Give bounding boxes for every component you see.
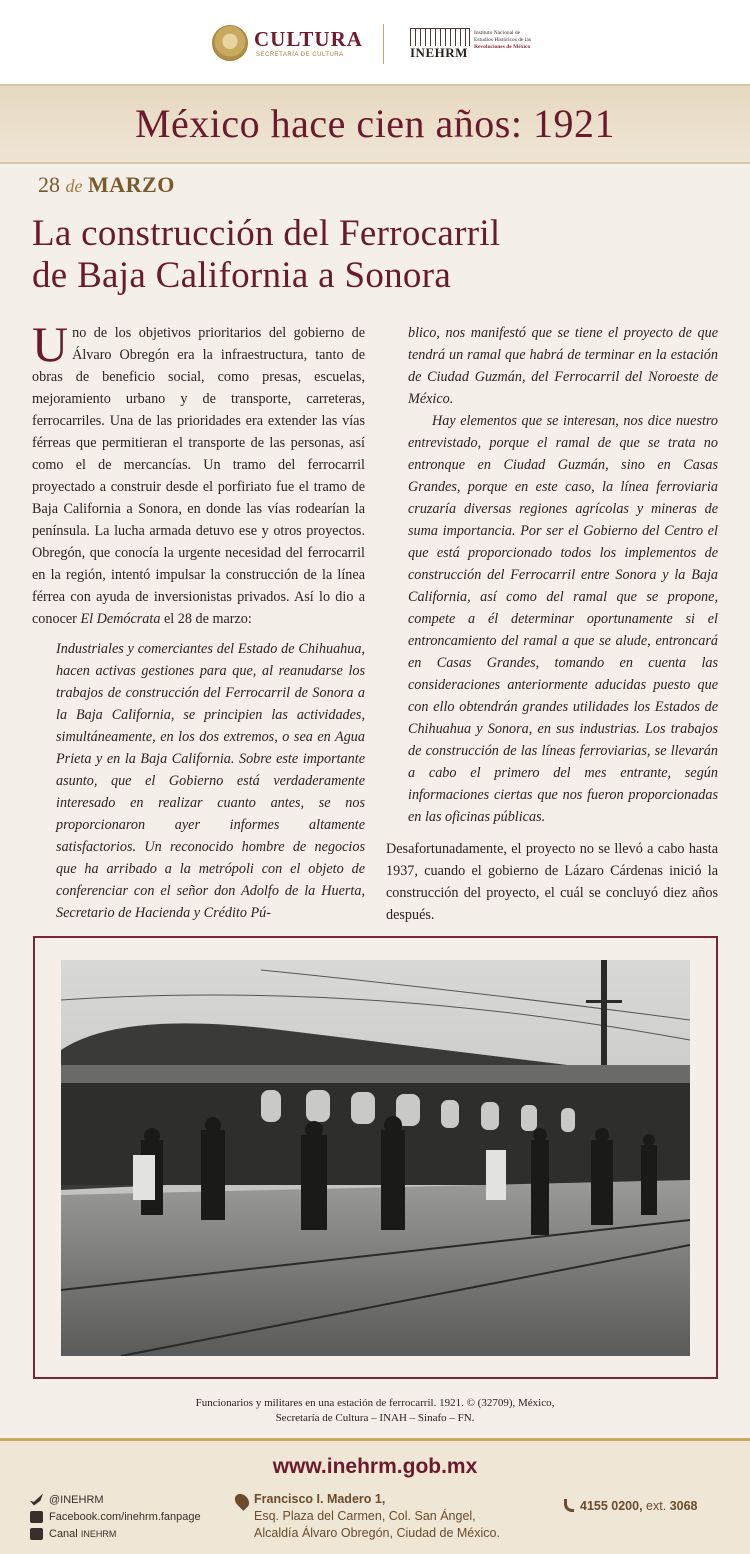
article-title <box>32 213 712 297</box>
cultura-subtitle: SECRETARÍA DE CULTURA <box>256 52 344 58</box>
phone-icon <box>564 1499 574 1512</box>
closing-paragraph: Desafortunadamente, el proyecto no se llevó a cabo hasta 1937, cuando el gobierno de Lázaro Cárdenas inició la construcción del proyecto, el cuál se concluyó diez años después. <box>386 841 718 923</box>
address-line3: Alcaldía Álvaro Obregón, Ciudad de México. <box>254 1526 500 1540</box>
twitter-icon <box>30 1494 43 1506</box>
train-station-photo <box>61 960 690 1356</box>
phone-block[interactable] <box>564 1499 698 1513</box>
intro-end: el 28 de marzo: <box>164 611 252 627</box>
article-column-right <box>386 322 718 926</box>
drop-cap: U <box>32 316 69 372</box>
facebook-icon <box>30 1511 43 1523</box>
ext-label: ext. <box>646 1499 667 1513</box>
inehrm-line3: Revoluciones de México <box>474 44 531 50</box>
youtube-prefix: Canal <box>49 1527 78 1540</box>
footer <box>0 1438 750 1554</box>
location-pin-icon <box>232 1491 252 1511</box>
caption-line2: Secretaría de Cultura – INAH – Sinafo – FN. <box>275 1412 475 1424</box>
quote-block-1: Industriales y comerciantes del Estado de Chihuahua, hacen activas gestiones para que, al reanudarse los trabajos de construcción del Ferrocarril de Sonora a la Baja California, se principien las actividades, simultáneamente, en los dos extremos, o sea en Agua Prieta y en la Baja California. Sobre este importante asunto, que el Gobierno está verdaderamente interesado en realizar cuanto antes, se nos proporcionaron ayer informes altamente satisfactorios. Un reconocido hombre de negocios que ha arribado a la metrópoli con el objeto de conferenciar con el señor don Adolfo de la Huerta, Secretario de Hacienda y Crédito Pú- <box>56 641 365 921</box>
twitter-link[interactable] <box>30 1491 201 1508</box>
photo-illustration <box>61 960 690 1356</box>
cultura-logo[interactable] <box>212 25 372 65</box>
article-title-line2: de Baja California a Sonora <box>32 255 452 296</box>
intro-paragraph <box>32 316 365 630</box>
youtube-channel: INEHRM <box>80 1528 117 1539</box>
quote-paragraph-2: blico, nos manifestó que se tiene el proyecto de que tendrá un ramal que habrá de terminar en la estación de Ciudad Guzmán, del Ferrocarril del Noroeste de México. <box>408 325 718 407</box>
inehrm-fullname <box>474 30 564 51</box>
date-de: de <box>65 176 83 196</box>
series-banner <box>0 84 750 164</box>
address-line2: Esq. Plaza del Carmen, Col. San Ángel, <box>254 1509 476 1523</box>
date-month: MARZO <box>88 172 175 197</box>
social-links <box>30 1491 201 1542</box>
logo-divider <box>383 24 384 64</box>
phone-number: 4155 0200, <box>580 1499 643 1513</box>
address-street: Francisco I. Madero 1, <box>254 1492 386 1506</box>
facebook-url: Facebook.com/inehrm.fanpage <box>49 1510 201 1523</box>
facebook-link[interactable] <box>30 1508 201 1525</box>
quote-paragraph-3: Hay elementos que se interesan, nos dice nuestro entrevistado, porque el ramal de que se trata no entronque en Ciudad Guzmán, sino en Casas Grandes, porque en este caso, la línea ferroviaria cruzaría diversas regiones agrícolas y mineras de suma importancia. Por ser el Gobierno del Centro el que está proporcionado todos los implementos de construcción del Ferrocarril entre Sonora y la Baja California, así como del ramal que se propone, compete a él determinar oportunamente si el entroncamiento del ramal a que se alude, entroncará en Casas Grandes, tomando en cuenta las consideraciones anteriormente aducidas puesto que con ello obtendrán grandes utilidades los Estados de Chihuahua y Sonora, en sus industrias. Los trabajos de construcción de las líneas ferroviarias, se llevarán a cabo el primero del mes entrante, según informaciones ciertas que nos fueron proporcionadas en las oficinas públicas. <box>408 413 718 825</box>
header-bar <box>0 0 750 84</box>
quote-block-2 <box>408 322 718 828</box>
coat-of-arms-icon <box>212 25 248 61</box>
intro-text: no de los objetivos prioritarios del gobierno de Álvaro Obregón era la infraestructura, tanto de obras de beneficio social, como presas, escuelas, mejoramiento urbano y de transporte, carreteras, ferrocarriles. Una de las prioridades era extender las vías férreas que permitieran el transporte de las personas, así como el de mercancías. Un tramo del ferrocarril proyectado a construir desde el porfiriato fue el tramo de Baja California a Sonora, en donde las vías rodearían la península. La lucha armada detuvo ese y otros proyectos. Obregón, que conocía la urgente necesidad del ferrocarril en la región, intentó impulsar la construcción de la línea férrea con ayuda de inversionistas privados. Así lo dio a conocer <box>32 325 365 627</box>
newspaper-name: El Demócrata <box>80 611 161 627</box>
building-icon <box>410 28 470 46</box>
series-title: México hace cien años: 1921 <box>134 101 615 146</box>
article-date <box>38 172 175 198</box>
cultura-wordmark: CULTURA <box>254 27 363 51</box>
twitter-handle: @INEHRM <box>49 1493 104 1506</box>
date-day: 28 <box>38 172 60 197</box>
caption-line1: Funcionarios y militares en una estación de ferrocarril. 1921. © (32709), México, <box>195 1397 555 1409</box>
article-column-left <box>32 316 365 924</box>
address-block <box>254 1491 500 1542</box>
inehrm-line2: Estudios Históricos de las <box>474 37 531 43</box>
inehrm-logo[interactable] <box>408 28 558 62</box>
inehrm-wordmark: INEHRM <box>410 45 468 60</box>
photo-frame <box>33 936 718 1379</box>
youtube-link[interactable] <box>30 1525 201 1542</box>
photo-caption <box>0 1396 750 1426</box>
youtube-icon <box>30 1528 43 1540</box>
website-link[interactable]: www.inehrm.gob.mx <box>272 1455 478 1478</box>
inehrm-line1: Instituto Nacional de <box>474 30 521 36</box>
phone-ext: 3068 <box>669 1499 698 1513</box>
article-title-line1: La construcción del Ferrocarril <box>32 213 501 254</box>
